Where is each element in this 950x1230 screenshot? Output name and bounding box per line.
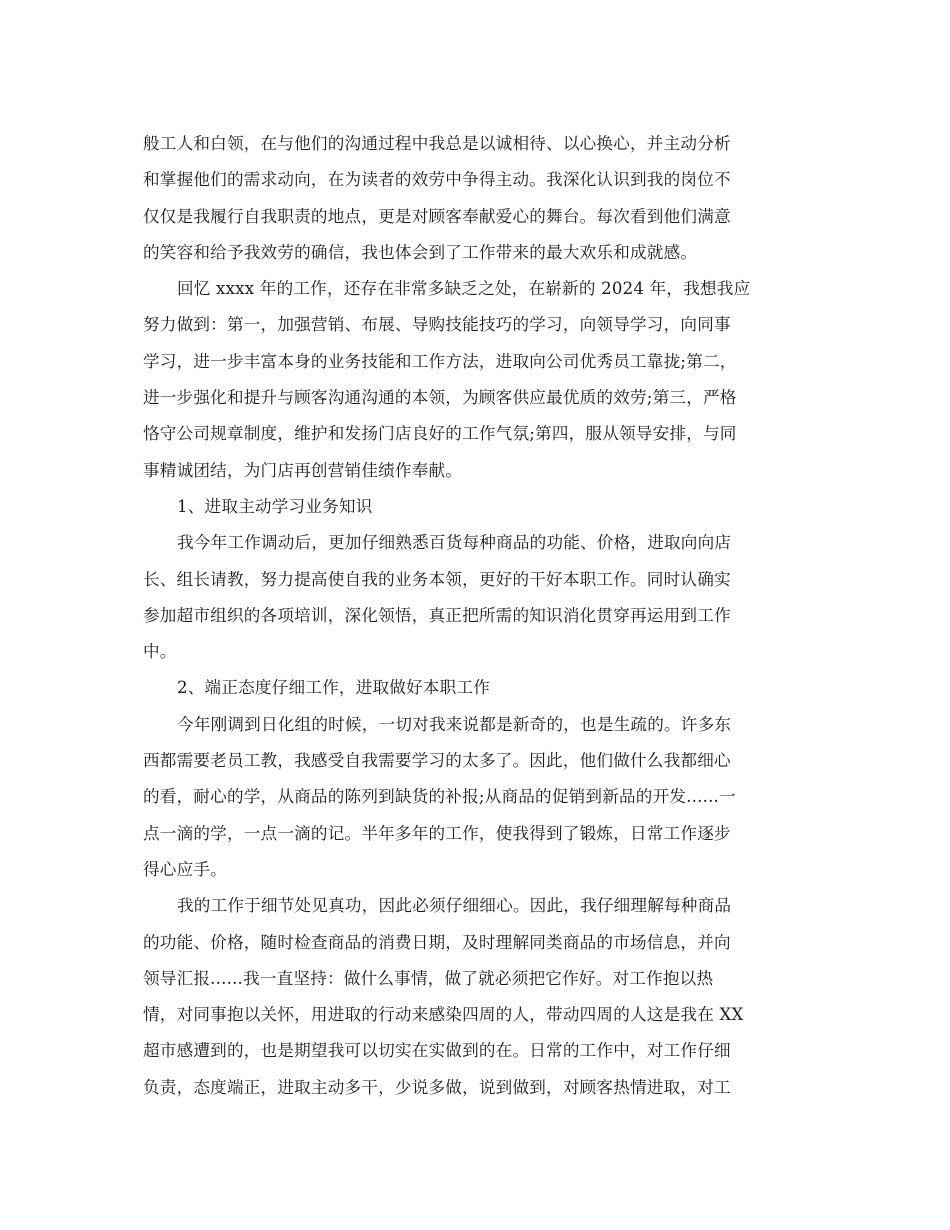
text-line: 长、组长请教，努力提高使自我的业务本领，更好的干好本职工作。同时认确实 bbox=[143, 569, 731, 589]
text-line: 恪守公司规章制度，维护和发扬门店良好的工作气氛;第四，服从领导安排，与同 bbox=[143, 424, 737, 444]
text-line: 的看，耐心的学，从商品的陈列到缺货的补报;从商品的促销到新品的开发......一 bbox=[143, 787, 736, 807]
section-heading-2 bbox=[143, 670, 811, 706]
paragraph-continued bbox=[143, 126, 811, 271]
text-line: 中。 bbox=[143, 642, 177, 662]
text-line: 进一步强化和提升与顾客沟通沟通的本领，为顾客供应最优质的效劳;第三，严格 bbox=[143, 388, 737, 408]
heading-text: 1、进取主动学习业务知识 bbox=[177, 496, 373, 516]
paragraph-review bbox=[143, 271, 811, 489]
text-line: 我今年工作调动后，更加仔细熟悉百货每种商品的功能、价格，进取向向店 bbox=[177, 533, 732, 553]
text-line: 的功能、价格，随时检查商品的消费日期，及时理解同类商品的市场信息，并向 bbox=[143, 932, 731, 952]
text-line: 努力做到：第一，加强营销、布展、导购技能技巧的学习，向领导学习，向同事 bbox=[143, 315, 731, 335]
text-line: 学习，进一步丰富本身的业务技能和工作方法，进取向公司优秀员工靠拢;第二， bbox=[143, 351, 737, 371]
section-heading-1 bbox=[143, 489, 811, 525]
text-line: 我的工作于细节处见真功，因此必须仔细细心。因此，我仔细理解每种商品 bbox=[177, 896, 732, 916]
paragraph-detail bbox=[143, 888, 811, 1106]
text-line: 领导汇报......我一直坚持：做什么事情，做了就必须把它作好。对工作抱以热 bbox=[143, 968, 714, 988]
text-line: 情，对同事抱以关怀，用进取的行动来感染四周的人，带动四周的人这是我在 XX bbox=[143, 1005, 744, 1025]
text-line: 回忆 xxxx 年的工作，还存在非常多缺乏之处，在崭新的 2024 年，我想我应 bbox=[177, 279, 751, 299]
text-line: 点一滴的学，一点一滴的记。半年多年的工作，使我得到了锻炼，日常工作逐步 bbox=[143, 823, 731, 843]
text-line: 西都需要老员工教，我感受自我需要学习的太多了。因此，他们做什么我都细心 bbox=[143, 751, 731, 771]
text-line: 得心应手。 bbox=[143, 859, 227, 879]
text-line: 的笑容和给予我效劳的确信，我也体会到了工作带来的最大欢乐和成就感。 bbox=[143, 242, 698, 262]
text-line: 今年刚调到日化组的时候，一切对我来说都是新奇的，也是生疏的。许多东 bbox=[177, 714, 732, 734]
paragraph-study bbox=[143, 525, 811, 670]
text-line: 事精诚团结，为门店再创营销佳绩作奉献。 bbox=[143, 460, 463, 480]
text-line: 般工人和白领，在与他们的沟通过程中我总是以诚相待、以心换心，并主动分析 bbox=[143, 134, 731, 153]
text-line: 和掌握他们的需求动向，在为读者的效劳中争得主动。我深化认识到我的岗位不 bbox=[143, 170, 731, 190]
document-body bbox=[143, 126, 811, 1106]
paragraph-daily bbox=[143, 707, 811, 888]
text-line: 超市感遭到的，也是期望我可以切实在实做到的在。日常的工作中，对工作仔细 bbox=[143, 1041, 731, 1061]
heading-text: 2、端正态度仔细工作，进取做好本职工作 bbox=[177, 678, 491, 698]
text-line: 参加超市组织的各项培训，深化领悟，真正把所需的知识消化贯穿再运用到工作 bbox=[143, 605, 731, 625]
text-line: 负责，态度端正，进取主动多干，少说多做，说到做到，对顾客热情进取，对工 bbox=[143, 1077, 731, 1097]
text-line: 仅仅是我履行自我职责的地点，更是对顾客奉献爱心的舞台。每次看到他们满意 bbox=[143, 206, 731, 226]
